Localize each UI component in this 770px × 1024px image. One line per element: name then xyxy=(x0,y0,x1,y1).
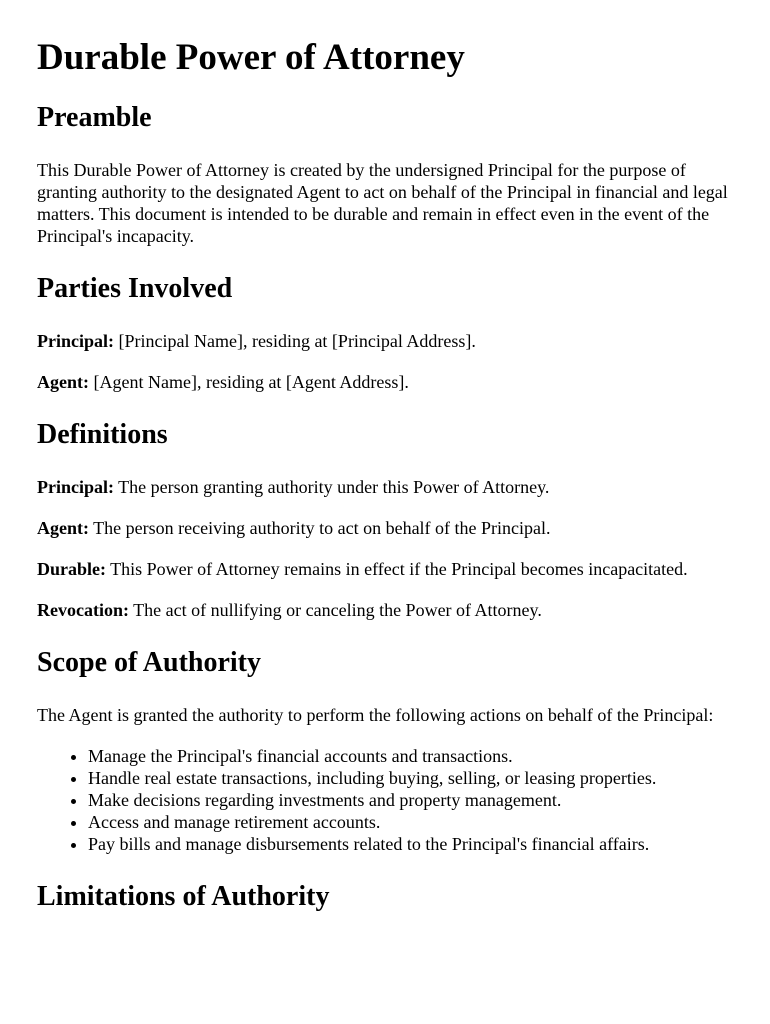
definition-text: This Power of Attorney remains in effect if the Principal becomes incapacitated. xyxy=(106,559,688,579)
definition-item xyxy=(37,558,733,580)
definition-term: Durable: xyxy=(37,559,106,579)
list-item: • Pay bills and manage disbursements related to the Principal's financial affairs. xyxy=(88,833,733,855)
party-agent-text: [Agent Name], residing at [Agent Address]. xyxy=(89,372,409,392)
party-agent-label: Agent: xyxy=(37,372,89,392)
section-heading-preamble: Preamble xyxy=(37,102,152,133)
definition-term: Agent: xyxy=(37,518,89,538)
list-item: • Manage the Principal's financial accounts and transactions. xyxy=(88,745,733,767)
party-principal-text: [Principal Name], residing at [Principal Address]. xyxy=(114,331,476,351)
section-heading-definitions: Definitions xyxy=(37,419,168,450)
definition-text: The person granting authority under this Power of Attorney. xyxy=(114,477,550,497)
party-principal xyxy=(37,330,733,352)
document-title: Durable Power of Attorney xyxy=(37,37,465,78)
definition-text: The person receiving authority to act on behalf of the Principal. xyxy=(89,518,551,538)
preamble-paragraph: This Durable Power of Attorney is created by the undersigned Principal for the purpose of granting authority to the designated Agent to act on behalf of the Principal in financial and legal matters. This document is intended to be durable and remain in effect even in the event of the Principal's incapacity. xyxy=(37,160,728,246)
definition-item xyxy=(37,517,733,539)
definition-item xyxy=(37,599,733,621)
definition-item xyxy=(37,476,733,498)
section-heading-parties: Parties Involved xyxy=(37,273,233,304)
definition-term: Principal: xyxy=(37,477,114,497)
definition-text: The act of nullifying or canceling the Power of Attorney. xyxy=(128,600,542,620)
party-principal-label: Principal: xyxy=(37,331,114,351)
section-heading-scope: Scope of Authority xyxy=(37,647,261,678)
definition-term: Revocation: xyxy=(37,600,129,620)
party-agent xyxy=(37,371,733,393)
list-item: • Make decisions regarding investments and property management. xyxy=(88,789,733,811)
section-heading-limitations: Limitations of Authority xyxy=(37,881,330,912)
scope-list xyxy=(37,745,733,855)
list-item: • Access and manage retirement accounts. xyxy=(88,811,733,833)
scope-intro: The Agent is granted the authority to perform the following actions on behalf of the Principal: xyxy=(37,705,714,725)
list-item: • Handle real estate transactions, including buying, selling, or leasing properties. xyxy=(88,767,733,789)
